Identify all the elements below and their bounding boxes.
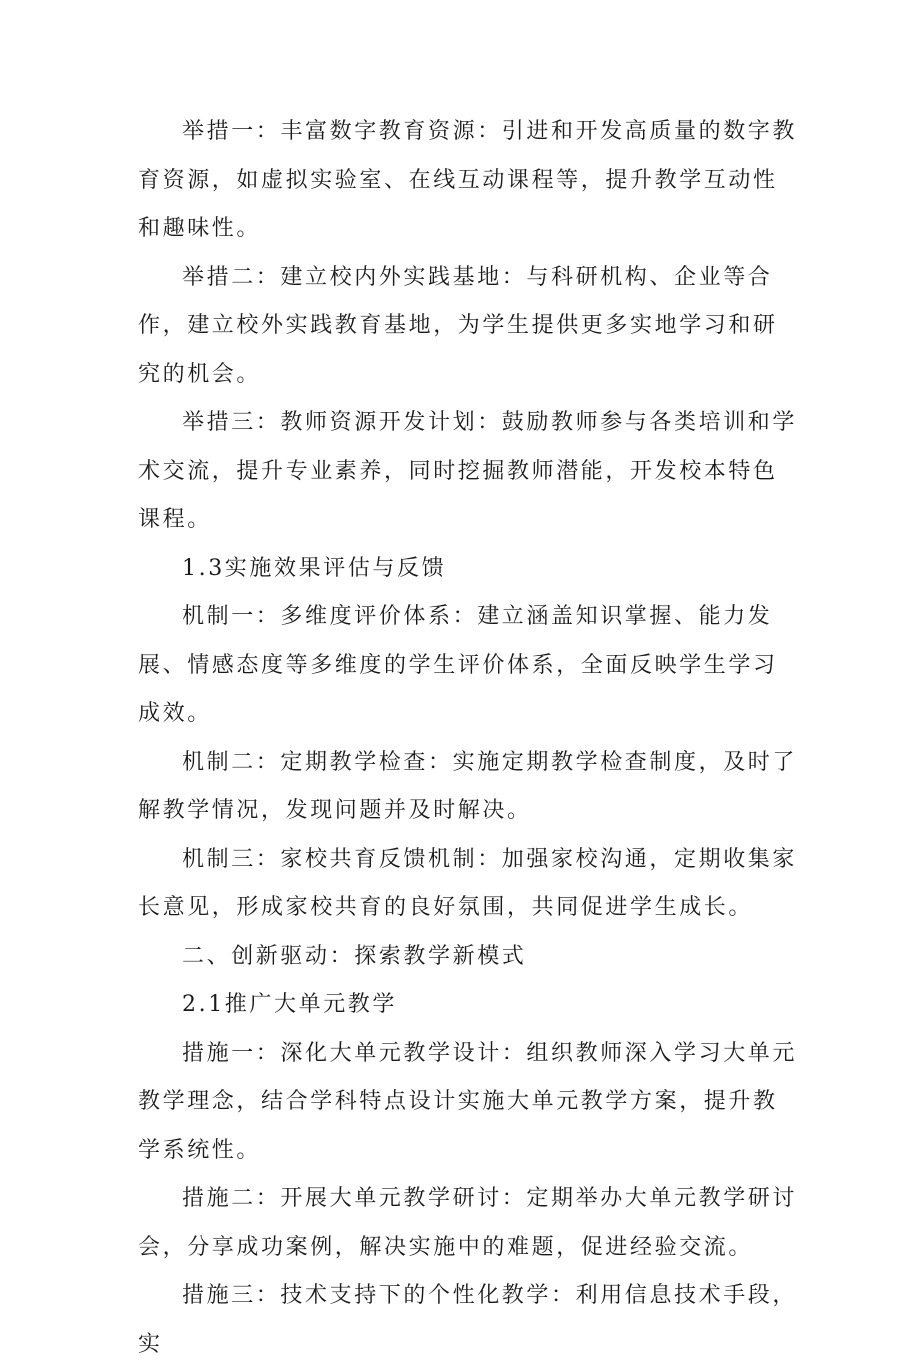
paragraph-measure-3: 举措三：教师资源开发计划：鼓励教师参与各类培训和学术交流，提升专业素养，同时挖掘教师潜能，开发校本特色课程。 bbox=[138, 410, 798, 532]
paragraph-step-2: 措施二：开展大单元教学研讨：定期举办大单元教学研讨会，分享成功案例，解决实施中的难题，促进经验交流。 bbox=[138, 1186, 798, 1260]
paragraph-mechanism-1: 机制一：多维度评价体系：建立涵盖知识掌握、能力发展、情感态度等多维度的学生评价体系，全面反映学生学习成效。 bbox=[138, 604, 778, 726]
section-heading-1-3: 1.3实施效果评估与反馈 bbox=[182, 555, 447, 581]
paragraph-mechanism-3: 机制三：家校共育反馈机制：加强家校沟通，定期收集家长意见，形成家校共育的良好氛围，共同促进学生成长。 bbox=[138, 846, 798, 920]
paragraph-measure-2: 举措二：建立校内外实践基地：与科研机构、企业等合作，建立校外实践教育基地，为学生提供更多实地学习和研究的机会。 bbox=[138, 264, 778, 387]
document-body bbox=[138, 108, 798, 1369]
paragraph-measure-1: 举措一：丰富数字教育资源：引进和开发高质量的数字教育资源，如虚拟实验室、在线互动课程等，提升教学互动性和趣味性。 bbox=[138, 119, 798, 241]
paragraph-step-3: 措施三：技术支持下的个性化教学：利用信息技术手段，实 bbox=[138, 1283, 798, 1357]
paragraph-step-1: 措施一：深化大单元教学设计：组织教师深入学习大单元教学理念，结合学科特点设计实施大单元教学方案，提升教学系统性。 bbox=[138, 1040, 798, 1163]
chapter-heading-2: 二、创新驱动：探索教学新模式 bbox=[182, 943, 527, 969]
section-heading-2-1: 2.1推广大单元教学 bbox=[182, 992, 397, 1017]
paragraph-mechanism-2: 机制二：定期教学检查：实施定期教学检查制度，及时了解教学情况，发现问题并及时解决。 bbox=[138, 749, 798, 823]
